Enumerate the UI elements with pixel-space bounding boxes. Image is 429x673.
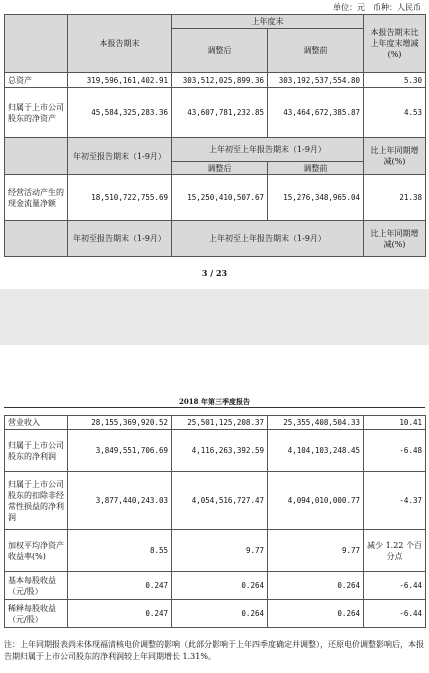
row-label: 经营活动产生的现金流量净额 [5, 175, 68, 221]
table-row [5, 416, 426, 430]
value-adjusted: 43,607,781,232.85 [172, 88, 268, 138]
value-before: 9.77 [268, 530, 364, 572]
value-change: 21.38 [364, 175, 426, 221]
document-page-top [0, 0, 429, 289]
header-prior-ytd: 上年初至上年报告期末（1-9月） [172, 221, 364, 257]
key-financials-table-top [4, 14, 426, 257]
table-row [5, 430, 426, 472]
page-separator [0, 289, 429, 345]
header-adjusted: 调整后 [172, 29, 268, 73]
header-blank [5, 221, 68, 257]
header-blank [5, 138, 68, 175]
value-change: -6.44 [364, 572, 426, 600]
value-adjusted: 4,054,516,727.47 [172, 472, 268, 530]
table-row [5, 472, 426, 530]
report-header: 2018 年第三季度报告 [179, 397, 250, 406]
value-current: 45,584,325,283.36 [68, 88, 172, 138]
value-before: 15,276,348,965.04 [268, 175, 364, 221]
header-rule [4, 407, 425, 408]
value-before: 25,355,408,504.33 [268, 416, 364, 430]
table-row [5, 88, 426, 138]
table-row [5, 175, 426, 221]
header-change-yoy: 比上年同期增减(%) [364, 221, 426, 257]
value-adjusted: 15,250,410,507.67 [172, 175, 268, 221]
value-before: 303,192,537,554.80 [268, 73, 364, 88]
value-current: 8.55 [68, 530, 172, 572]
value-current: 0.247 [68, 600, 172, 628]
footnote: 注：上年同期报表尚未体现福清核电价调整的影响（此部分影响于上年四季度确定并调整），还原电价调整影响后，本报告期归属于上市公司股东的净利润较上年同期增长 1.31%。 [4, 640, 424, 661]
value-change: -6.48 [364, 430, 426, 472]
value-change: 4.53 [364, 88, 426, 138]
table-row [5, 572, 426, 600]
value-before: 4,094,010,000.77 [268, 472, 364, 530]
row-label: 营业收入 [5, 416, 68, 430]
value-change: -4.37 [364, 472, 426, 530]
header-ytd: 年初至报告期末（1-9月） [68, 138, 172, 175]
header-prior-ytd: 上年初至上年报告期末（1-9月） [172, 138, 364, 162]
row-label: 加权平均净资产收益率(%) [5, 530, 68, 572]
row-label: 归属于上市公司股东的扣除非经常性损益的净利润 [5, 472, 68, 530]
row-label: 归属于上市公司股东的净资产 [5, 88, 68, 138]
value-adjusted: 0.264 [172, 572, 268, 600]
header-prior-year-end: 上年度末 [172, 15, 364, 29]
header-current-period-end: 本报告期末 [68, 15, 172, 73]
header-blank [5, 15, 68, 73]
value-change: 5.30 [364, 73, 426, 88]
value-adjusted: 303,512,025,899.36 [172, 73, 268, 88]
value-change: -6.44 [364, 600, 426, 628]
value-adjusted: 4,116,263,392.59 [172, 430, 268, 472]
table-row [5, 530, 426, 572]
header-change-pct: 本报告期末比上年度末增减(%) [364, 15, 426, 73]
value-current: 319,596,161,402.91 [68, 73, 172, 88]
value-before: 0.264 [268, 600, 364, 628]
value-adjusted: 0.264 [172, 600, 268, 628]
value-current: 3,849,551,706.69 [68, 430, 172, 472]
value-change: 10.41 [364, 416, 426, 430]
value-current: 3,877,440,243.03 [68, 472, 172, 530]
value-adjusted: 9.77 [172, 530, 268, 572]
row-label: 归属于上市公司股东的净利润 [5, 430, 68, 472]
row-label: 总资产 [5, 73, 68, 88]
document-page-bottom [0, 345, 429, 673]
header-before-adjustment: 调整前 [268, 162, 364, 175]
value-before: 0.264 [268, 572, 364, 600]
value-current: 28,155,369,920.52 [68, 416, 172, 430]
table-row [5, 73, 426, 88]
row-label: 基本每股收益（元/股） [5, 572, 68, 600]
value-current: 18,510,722,755.69 [68, 175, 172, 221]
header-adjusted: 调整后 [172, 162, 268, 175]
value-adjusted: 25,501,125,208.37 [172, 416, 268, 430]
header-before-adjustment: 调整前 [268, 29, 364, 73]
value-current: 0.247 [68, 572, 172, 600]
value-before: 43,464,672,385.87 [268, 88, 364, 138]
header-change-yoy: 比上年同期增减(%) [364, 138, 426, 175]
unit-currency-line: 单位：元 币种：人民币 [333, 3, 421, 12]
key-financials-table-bottom [4, 415, 426, 628]
value-before: 4,104,103,248.45 [268, 430, 364, 472]
row-label: 稀释每股收益（元/股） [5, 600, 68, 628]
table-row [5, 600, 426, 628]
value-change: 减少 1.22 个百分点 [364, 530, 426, 572]
header-ytd: 年初至报告期末（1-9月） [68, 221, 172, 257]
page-number: 3 / 23 [201, 268, 228, 278]
